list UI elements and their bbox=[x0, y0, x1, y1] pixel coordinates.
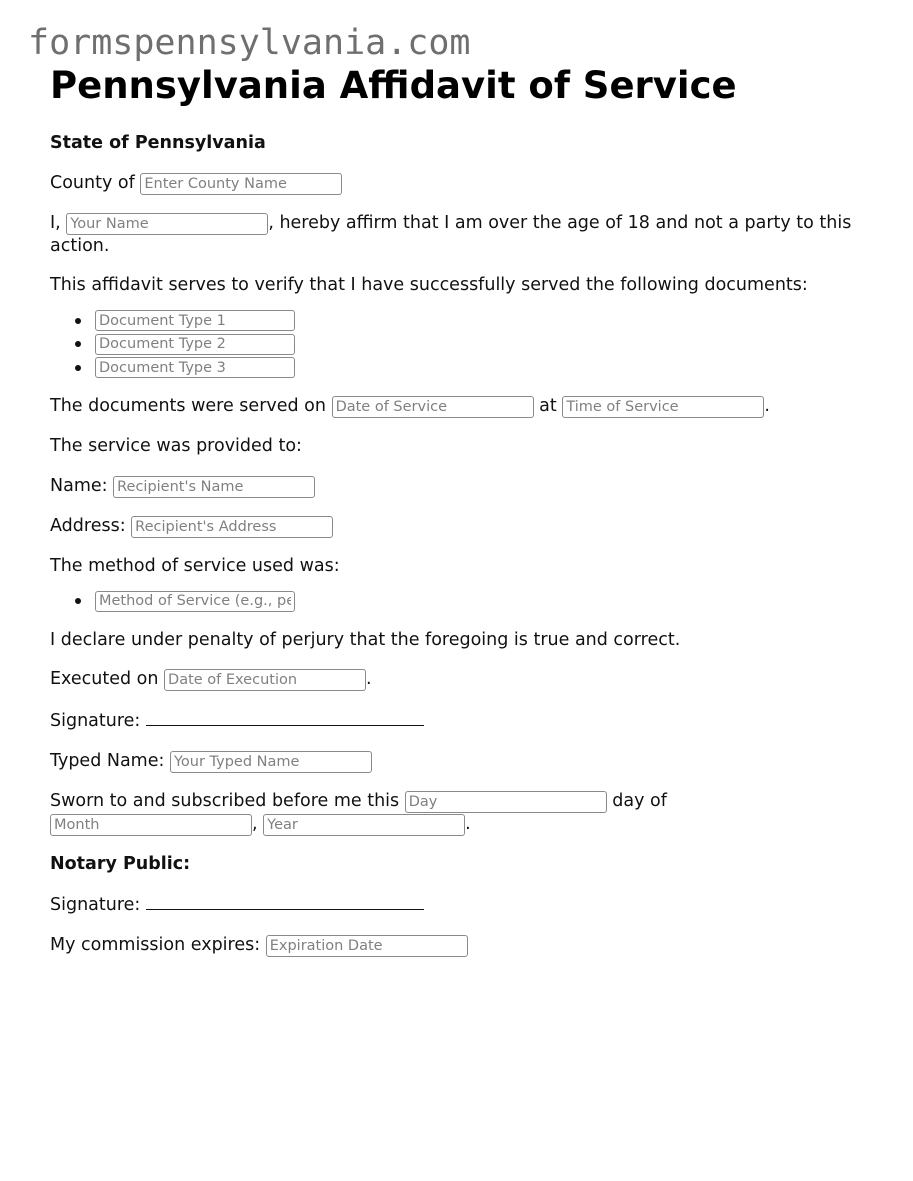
sworn-line bbox=[50, 790, 880, 836]
recipient-name-line bbox=[50, 475, 880, 498]
county-label: County of bbox=[50, 172, 135, 193]
typed-name-line bbox=[50, 750, 880, 773]
affidavit-form bbox=[50, 64, 880, 974]
served-end: . bbox=[764, 396, 770, 416]
affirm-line bbox=[50, 212, 880, 258]
sworn-prefix: Sworn to and subscribed before me this bbox=[50, 790, 400, 811]
executed-label: Executed on bbox=[50, 669, 159, 689]
time-of-service-input[interactable] bbox=[562, 396, 764, 418]
recipient-address-line bbox=[50, 515, 880, 538]
list-item bbox=[95, 357, 880, 381]
document-type-2-input[interactable] bbox=[95, 334, 295, 355]
notary-signature-underline bbox=[146, 892, 424, 910]
typed-name-input[interactable] bbox=[170, 751, 372, 773]
date-of-execution-input[interactable] bbox=[164, 669, 366, 691]
commission-line bbox=[50, 934, 880, 957]
county-input[interactable] bbox=[140, 173, 342, 195]
county-line bbox=[50, 172, 880, 195]
affirm-prefix: I, bbox=[50, 212, 61, 233]
served-at: at bbox=[539, 396, 557, 416]
documents-list bbox=[50, 310, 880, 381]
method-of-service-input[interactable] bbox=[95, 591, 295, 612]
date-of-service-input[interactable] bbox=[332, 396, 534, 418]
day-input[interactable] bbox=[405, 791, 607, 813]
served-prefix: The documents were served on bbox=[50, 396, 326, 416]
recipient-name-input[interactable] bbox=[113, 476, 315, 498]
recipient-address-input[interactable] bbox=[131, 516, 333, 538]
declaration: I declare under penalty of perjury that the foregoing is true and correct. bbox=[50, 629, 681, 650]
page-title: Pennsylvania Affidavit of Service bbox=[50, 64, 737, 107]
year-input[interactable] bbox=[263, 814, 465, 836]
notary-heading: Notary Public: bbox=[50, 853, 191, 874]
document-type-1-input[interactable] bbox=[95, 310, 295, 331]
signature-label: Signature: bbox=[50, 711, 141, 731]
commission-label: My commission expires: bbox=[50, 934, 261, 955]
affirm-suffix: , hereby affirm that I am over the age of 18 and not a party to this action. bbox=[50, 212, 852, 256]
sworn-day-of: day of bbox=[612, 790, 667, 811]
site-watermark: formspennsylvania.com bbox=[28, 23, 471, 63]
notary-signature-line bbox=[50, 892, 880, 917]
documents-intro: This affidavit serves to verify that I have successfully served the following documents: bbox=[50, 275, 808, 295]
list-item bbox=[95, 590, 880, 614]
recipient-intro: The service was provided to: bbox=[50, 436, 302, 456]
recipient-name-label: Name: bbox=[50, 475, 108, 496]
served-line bbox=[50, 395, 880, 418]
document-type-3-input[interactable] bbox=[95, 357, 295, 378]
typed-name-label: Typed Name: bbox=[50, 750, 165, 771]
month-input[interactable] bbox=[50, 814, 252, 836]
expiration-date-input[interactable] bbox=[266, 935, 468, 957]
notary-signature-label: Signature: bbox=[50, 895, 141, 915]
method-list bbox=[50, 590, 880, 614]
recipient-address-label: Address: bbox=[50, 515, 126, 536]
your-name-input[interactable] bbox=[66, 213, 268, 235]
method-intro: The method of service used was: bbox=[50, 555, 340, 576]
signature-underline bbox=[146, 708, 424, 726]
sworn-comma: , bbox=[252, 813, 258, 834]
executed-line bbox=[50, 668, 880, 691]
list-item bbox=[95, 333, 880, 357]
list-item bbox=[95, 310, 880, 334]
state-heading: State of Pennsylvania bbox=[50, 133, 266, 153]
executed-end: . bbox=[366, 669, 372, 689]
sworn-end: . bbox=[465, 813, 471, 834]
signature-line bbox=[50, 708, 880, 733]
